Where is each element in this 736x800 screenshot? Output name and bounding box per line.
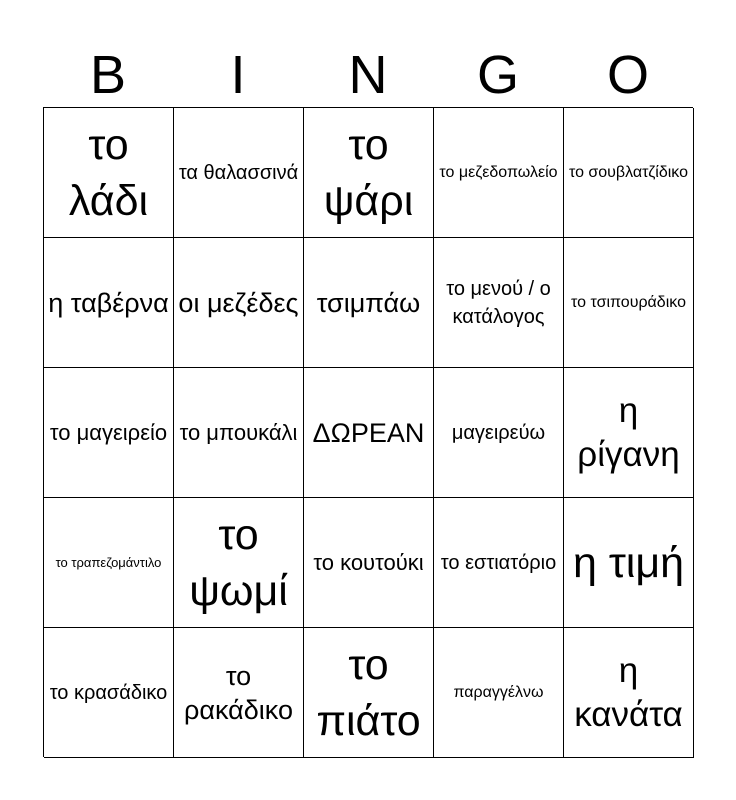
bingo-cell[interactable] bbox=[564, 628, 694, 758]
cell-text: το μαγειρείο bbox=[49, 419, 168, 445]
bingo-cell[interactable] bbox=[564, 238, 694, 368]
bingo-cell[interactable] bbox=[304, 108, 434, 238]
cell-text: η κανάτα bbox=[574, 650, 683, 734]
bingo-cell[interactable] bbox=[174, 368, 304, 498]
bingo-cell[interactable] bbox=[434, 498, 564, 628]
bingo-cell[interactable] bbox=[304, 238, 434, 368]
bingo-cell[interactable] bbox=[564, 498, 694, 628]
cell-text: το μεζεδοπωλείο bbox=[439, 163, 558, 181]
cell-text: παραγγέλνω bbox=[453, 683, 544, 701]
header-letter-n: N bbox=[348, 45, 388, 105]
bingo-cell[interactable] bbox=[174, 498, 304, 628]
cell-text: το τσιπουράδικο bbox=[571, 293, 686, 311]
cell-text: τσιμπάω bbox=[316, 287, 421, 318]
cell-text: το ψωμί bbox=[189, 510, 288, 615]
bingo-cell free-space[interactable] bbox=[304, 368, 434, 498]
bingo-cell[interactable] bbox=[564, 368, 694, 498]
bingo-cell[interactable] bbox=[44, 108, 174, 238]
cell-text: το εστιατόριο bbox=[440, 551, 557, 574]
header-letter-i: I bbox=[230, 45, 246, 105]
cell-text: η ταβέρνα bbox=[48, 287, 169, 318]
cell-text: η ρίγανη bbox=[577, 390, 680, 474]
header-letter-o: O bbox=[606, 45, 649, 105]
cell-text: το σουβλατζίδικο bbox=[568, 163, 689, 181]
cell-text: το ρακάδικο bbox=[184, 660, 293, 725]
bingo-cell[interactable] bbox=[174, 238, 304, 368]
cell-text: μαγειρεύω bbox=[451, 421, 546, 444]
bingo-cell[interactable] bbox=[44, 628, 174, 758]
cell-text: τα θαλασσινά bbox=[178, 161, 299, 184]
bingo-cell[interactable] bbox=[304, 498, 434, 628]
header-letter-g: G bbox=[476, 45, 519, 105]
cell-text: το τραπεζομάντιλο bbox=[55, 554, 162, 570]
bingo-cell[interactable] bbox=[174, 628, 304, 758]
header-letter-b: B bbox=[89, 45, 127, 105]
bingo-cell[interactable] bbox=[304, 628, 434, 758]
bingo-cell[interactable] bbox=[434, 368, 564, 498]
bingo-cell[interactable] bbox=[174, 108, 304, 238]
cell-text: οι μεζέδες bbox=[178, 287, 299, 318]
bingo-cell[interactable] bbox=[434, 108, 564, 238]
bingo-card-grid bbox=[43, 107, 693, 757]
bingo-cell[interactable] bbox=[434, 238, 564, 368]
bingo-cell[interactable] bbox=[44, 238, 174, 368]
bingo-cell[interactable] bbox=[564, 108, 694, 238]
cell-text: το πιάτο bbox=[316, 640, 421, 745]
bingo-cell[interactable] bbox=[44, 498, 174, 628]
bingo-cell[interactable] bbox=[44, 368, 174, 498]
cell-text: το μενού / ο κατάλογος bbox=[446, 277, 551, 328]
bingo-header bbox=[43, 42, 693, 108]
cell-text: το κουτούκι bbox=[313, 549, 424, 575]
cell-text: το μπουκάλι bbox=[179, 419, 298, 445]
cell-text: το ψάρι bbox=[323, 120, 414, 225]
cell-text: η τιμή bbox=[572, 538, 685, 587]
cell-text: το κρασάδικο bbox=[49, 681, 168, 704]
bingo-cell[interactable] bbox=[434, 628, 564, 758]
cell-text: το λάδι bbox=[68, 120, 149, 225]
cell-text: ΔΩΡΕΑΝ bbox=[312, 417, 425, 448]
